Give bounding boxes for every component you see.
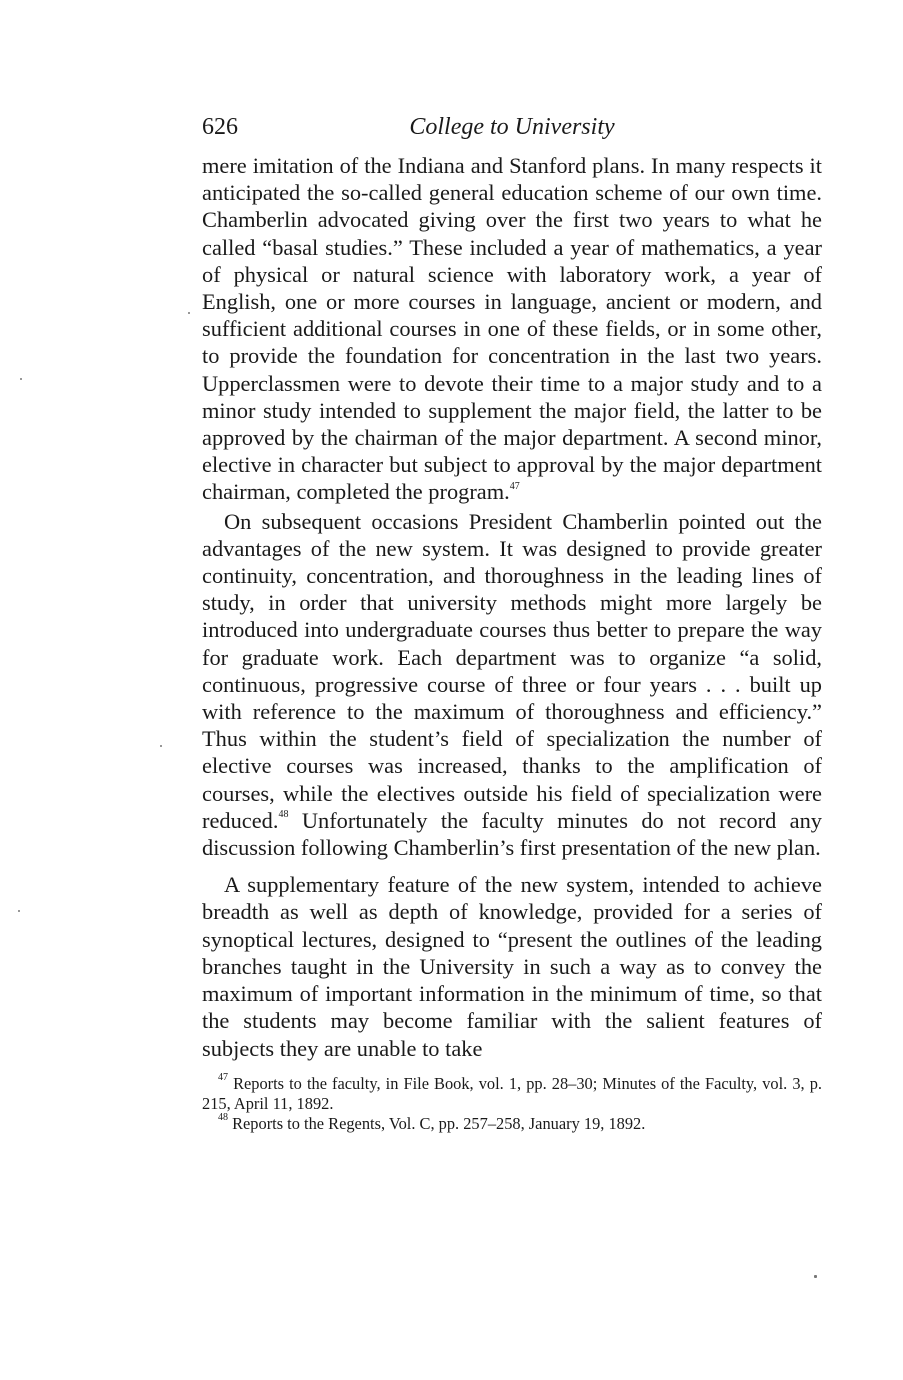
paragraph-2-text: On subsequent occasions President Chamberlin pointed out the advantages of the new system. It was designed to provide greater continuity, concentration, and thoroughness in the leading lines of study, in order that university methods might more largely be introduced into undergraduate courses thus better to prepare the way for graduate work. Each department was to organize “a solid, continuous, progressive course of three or four years . . . built up with reference to the maximum of thoroughness and efficiency.” Thus within the student’s field of specialization the number of elective courses was increased, thanks to the amplification of courses, while the electives outside his field of specialization were reduced.	[202, 508, 822, 833]
paragraph-2-text-after: Unfortunately the faculty minutes do not record any discussion following Chamberlin’s first presentation of the new plan.	[202, 807, 822, 861]
paragraph-1	[202, 152, 822, 506]
scan-speck	[160, 745, 162, 747]
footnote-mark-47: 47	[218, 1072, 228, 1084]
scan-speck	[188, 312, 190, 314]
paragraph-2	[202, 508, 822, 862]
scan-speck	[20, 378, 22, 380]
footnote-48	[202, 1114, 822, 1134]
footnote-mark-48: 48	[218, 1112, 228, 1124]
running-head: College to University	[409, 114, 615, 140]
note-ref-47: 47	[509, 480, 520, 492]
paragraph-3	[202, 871, 822, 1061]
note-ref-48: 48	[278, 809, 289, 821]
paragraph-3-text: A supplementary feature of the new system, intended to achieve breadth as well as depth of knowledge, provided for a series of synoptical lectures, designed to “present the outlines of the leading branches taught in the University in such a way as to convey the maximum of important information in the minimum of time, so that the students may become familiar with the salient features of subjects they are unable to take	[202, 872, 822, 1061]
footnote-48-text: Reports to the Regents, Vol. C, pp. 257–258, January 19, 1892.	[228, 1113, 646, 1133]
paragraph-1-text: mere imitation of the Indiana and Stanford plans. In many respects it anticipated the so-called general education scheme of our own time. Chamberlin advocated giving over the first two years to what he called “basal studies.” These included a year of mathematics, a year of physical or natural science with laboratory work, a year of English, one or more courses in language, ancient or modern, and sufficient additional courses in one of these fields, or in some other, to provide the foundation for concentration in the last two years. Upperclassmen were to devote their time to a major study and to a minor study intended to supplement the major field, the latter to be approved by the chairman of the major department. A second minor, elective in character but subject to approval by the major department chairman, completed the program.	[202, 153, 822, 505]
page-number: 626	[202, 114, 238, 140]
scan-speck	[18, 910, 20, 912]
footnote-47	[202, 1074, 822, 1114]
footnotes	[202, 1074, 822, 1134]
book-page	[202, 112, 822, 1134]
page-header	[202, 112, 822, 152]
footnote-47-text: Reports to the faculty, in File Book, vol. 1, pp. 28–30; Minutes of the Faculty, vol. 3, p. 215, April 11, 1892.	[202, 1073, 822, 1113]
body-text	[202, 152, 822, 1062]
scan-speck	[814, 1275, 817, 1278]
